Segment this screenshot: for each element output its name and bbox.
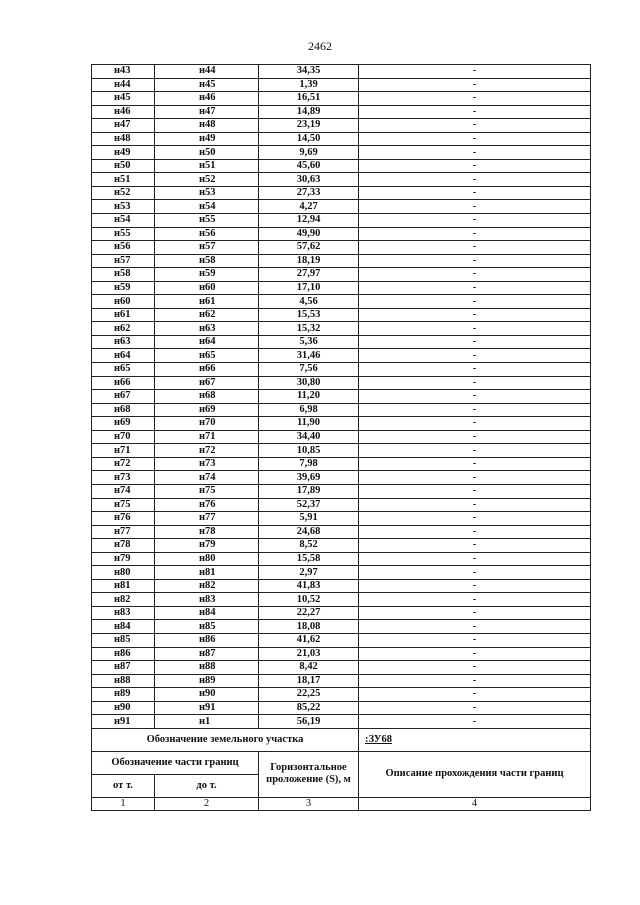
horizontal-length: 11,20 bbox=[259, 390, 359, 404]
point-from: н45 bbox=[92, 92, 155, 106]
horizontal-length: 27,33 bbox=[259, 186, 359, 200]
horizontal-length: 10,52 bbox=[259, 593, 359, 607]
point-to: н60 bbox=[155, 281, 259, 295]
horizontal-length: 7,98 bbox=[259, 457, 359, 471]
column-numbers-row bbox=[92, 797, 591, 810]
point-from: н91 bbox=[92, 715, 155, 729]
point-from: н44 bbox=[92, 78, 155, 92]
horizontal-length: 23,19 bbox=[259, 119, 359, 133]
horizontal-length: 18,19 bbox=[259, 254, 359, 268]
point-to: н58 bbox=[155, 254, 259, 268]
description-cell: - bbox=[359, 484, 591, 498]
point-to: н84 bbox=[155, 606, 259, 620]
point-from: н43 bbox=[92, 65, 155, 79]
point-to: н62 bbox=[155, 308, 259, 322]
horizontal-length: 57,62 bbox=[259, 241, 359, 255]
table-row bbox=[92, 444, 591, 458]
point-from: н77 bbox=[92, 525, 155, 539]
point-to: н90 bbox=[155, 688, 259, 702]
point-from: н52 bbox=[92, 186, 155, 200]
description-cell: - bbox=[359, 674, 591, 688]
column-number: 3 bbox=[259, 797, 359, 810]
table-row bbox=[92, 688, 591, 702]
horizontal-length: 22,25 bbox=[259, 688, 359, 702]
table-row bbox=[92, 376, 591, 390]
description-cell: - bbox=[359, 593, 591, 607]
table-row bbox=[92, 417, 591, 431]
point-from: н69 bbox=[92, 417, 155, 431]
point-to: н89 bbox=[155, 674, 259, 688]
point-from: н54 bbox=[92, 214, 155, 228]
description-cell: - bbox=[359, 633, 591, 647]
point-to: н76 bbox=[155, 498, 259, 512]
point-from: н86 bbox=[92, 647, 155, 661]
table-row bbox=[92, 498, 591, 512]
point-from: н70 bbox=[92, 430, 155, 444]
point-from: н61 bbox=[92, 308, 155, 322]
horizontal-length: 18,08 bbox=[259, 620, 359, 634]
description-cell: - bbox=[359, 65, 591, 79]
point-to: н44 bbox=[155, 65, 259, 79]
point-from: н60 bbox=[92, 295, 155, 309]
description-cell: - bbox=[359, 566, 591, 580]
point-from: н81 bbox=[92, 579, 155, 593]
horizontal-length: 18,17 bbox=[259, 674, 359, 688]
point-from: н56 bbox=[92, 241, 155, 255]
point-from: н62 bbox=[92, 322, 155, 336]
point-to: н75 bbox=[155, 484, 259, 498]
description-cell: - bbox=[359, 281, 591, 295]
description-cell: - bbox=[359, 349, 591, 363]
table-row bbox=[92, 715, 591, 729]
table-row bbox=[92, 539, 591, 553]
description-cell: - bbox=[359, 173, 591, 187]
description-cell: - bbox=[359, 688, 591, 702]
table-row bbox=[92, 268, 591, 282]
horizontal-length: 49,90 bbox=[259, 227, 359, 241]
point-from: н80 bbox=[92, 566, 155, 580]
horizontal-length: 11,90 bbox=[259, 417, 359, 431]
header-part-boundaries: Обозначение части границ bbox=[92, 751, 259, 774]
point-from: н68 bbox=[92, 403, 155, 417]
point-to: н69 bbox=[155, 403, 259, 417]
horizontal-length: 14,50 bbox=[259, 132, 359, 146]
table-row bbox=[92, 146, 591, 160]
table-row bbox=[92, 349, 591, 363]
point-to: н53 bbox=[155, 186, 259, 200]
point-to: н45 bbox=[155, 78, 259, 92]
table-row bbox=[92, 620, 591, 634]
column-number: 1 bbox=[92, 797, 155, 810]
description-cell: - bbox=[359, 227, 591, 241]
point-to: н68 bbox=[155, 390, 259, 404]
table-row bbox=[92, 525, 591, 539]
header-row-1 bbox=[92, 751, 591, 774]
point-from: н48 bbox=[92, 132, 155, 146]
table-row bbox=[92, 159, 591, 173]
point-to: н73 bbox=[155, 457, 259, 471]
point-from: н46 bbox=[92, 105, 155, 119]
description-cell: - bbox=[359, 498, 591, 512]
point-from: н73 bbox=[92, 471, 155, 485]
point-to: н55 bbox=[155, 214, 259, 228]
description-cell: - bbox=[359, 403, 591, 417]
horizontal-length: 27,97 bbox=[259, 268, 359, 282]
horizontal-length: 15,32 bbox=[259, 322, 359, 336]
horizontal-length: 14,89 bbox=[259, 105, 359, 119]
next-section-header bbox=[92, 728, 591, 810]
horizontal-length: 15,53 bbox=[259, 308, 359, 322]
description-cell: - bbox=[359, 78, 591, 92]
table-row bbox=[92, 254, 591, 268]
horizontal-length: 56,19 bbox=[259, 715, 359, 729]
point-to: н85 bbox=[155, 620, 259, 634]
table-row bbox=[92, 633, 591, 647]
description-cell: - bbox=[359, 457, 591, 471]
description-cell: - bbox=[359, 471, 591, 485]
horizontal-length: 41,62 bbox=[259, 633, 359, 647]
point-to: н49 bbox=[155, 132, 259, 146]
description-cell: - bbox=[359, 119, 591, 133]
table-row bbox=[92, 403, 591, 417]
horizontal-length: 45,60 bbox=[259, 159, 359, 173]
header-to: до т. bbox=[155, 774, 259, 797]
description-cell: - bbox=[359, 647, 591, 661]
point-from: н88 bbox=[92, 674, 155, 688]
point-to: н52 bbox=[155, 173, 259, 187]
header-horizontal: Горизонтальное проложение (S), м bbox=[259, 751, 359, 797]
description-cell: - bbox=[359, 390, 591, 404]
table-row bbox=[92, 471, 591, 485]
point-to: н80 bbox=[155, 552, 259, 566]
table-row bbox=[92, 227, 591, 241]
table-row bbox=[92, 457, 591, 471]
point-from: н74 bbox=[92, 484, 155, 498]
description-cell: - bbox=[359, 241, 591, 255]
point-to: н71 bbox=[155, 430, 259, 444]
horizontal-length: 2,97 bbox=[259, 566, 359, 580]
description-cell: - bbox=[359, 512, 591, 526]
horizontal-length: 10,85 bbox=[259, 444, 359, 458]
point-from: н72 bbox=[92, 457, 155, 471]
table-row bbox=[92, 214, 591, 228]
point-from: н71 bbox=[92, 444, 155, 458]
description-cell: - bbox=[359, 322, 591, 336]
point-from: н89 bbox=[92, 688, 155, 702]
horizontal-length: 8,42 bbox=[259, 661, 359, 675]
horizontal-length: 16,51 bbox=[259, 92, 359, 106]
description-cell: - bbox=[359, 376, 591, 390]
description-cell: - bbox=[359, 661, 591, 675]
table-row bbox=[92, 308, 591, 322]
point-to: н86 bbox=[155, 633, 259, 647]
horizontal-length: 8,52 bbox=[259, 539, 359, 553]
table-row bbox=[92, 552, 591, 566]
table-row bbox=[92, 390, 591, 404]
horizontal-length: 24,68 bbox=[259, 525, 359, 539]
horizontal-length: 5,91 bbox=[259, 512, 359, 526]
description-cell: - bbox=[359, 715, 591, 729]
point-to: н64 bbox=[155, 335, 259, 349]
description-cell: - bbox=[359, 159, 591, 173]
description-cell: - bbox=[359, 308, 591, 322]
horizontal-length: 41,83 bbox=[259, 579, 359, 593]
description-cell: - bbox=[359, 552, 591, 566]
point-from: н84 bbox=[92, 620, 155, 634]
point-from: н64 bbox=[92, 349, 155, 363]
point-to: н81 bbox=[155, 566, 259, 580]
parcel-row bbox=[92, 728, 591, 751]
description-cell: - bbox=[359, 268, 591, 282]
description-cell: - bbox=[359, 444, 591, 458]
table-row bbox=[92, 593, 591, 607]
table-row bbox=[92, 661, 591, 675]
point-to: н51 bbox=[155, 159, 259, 173]
point-from: н50 bbox=[92, 159, 155, 173]
boundary-table bbox=[91, 64, 591, 811]
boundary-rows bbox=[92, 65, 591, 729]
horizontal-length: 30,63 bbox=[259, 173, 359, 187]
table-row bbox=[92, 606, 591, 620]
description-cell: - bbox=[359, 105, 591, 119]
table-row bbox=[92, 132, 591, 146]
horizontal-length: 1,39 bbox=[259, 78, 359, 92]
point-from: н67 bbox=[92, 390, 155, 404]
header-from: от т. bbox=[92, 774, 155, 797]
horizontal-length: 34,40 bbox=[259, 430, 359, 444]
point-from: н76 bbox=[92, 512, 155, 526]
point-to: н47 bbox=[155, 105, 259, 119]
description-cell: - bbox=[359, 525, 591, 539]
point-from: н53 bbox=[92, 200, 155, 214]
description-cell: - bbox=[359, 579, 591, 593]
description-cell: - bbox=[359, 335, 591, 349]
point-from: н58 bbox=[92, 268, 155, 282]
horizontal-length: 17,10 bbox=[259, 281, 359, 295]
point-from: н51 bbox=[92, 173, 155, 187]
horizontal-length: 5,36 bbox=[259, 335, 359, 349]
point-to: н74 bbox=[155, 471, 259, 485]
description-cell: - bbox=[359, 214, 591, 228]
table-row bbox=[92, 281, 591, 295]
header-description: Описание прохождения части границ bbox=[359, 751, 591, 797]
description-cell: - bbox=[359, 186, 591, 200]
point-to: н79 bbox=[155, 539, 259, 553]
table-row bbox=[92, 647, 591, 661]
horizontal-length: 15,58 bbox=[259, 552, 359, 566]
table-row bbox=[92, 701, 591, 715]
horizontal-length: 4,27 bbox=[259, 200, 359, 214]
point-from: н79 bbox=[92, 552, 155, 566]
point-from: н83 bbox=[92, 606, 155, 620]
point-from: н66 bbox=[92, 376, 155, 390]
description-cell: - bbox=[359, 701, 591, 715]
horizontal-length: 6,98 bbox=[259, 403, 359, 417]
table-row bbox=[92, 674, 591, 688]
table-row bbox=[92, 484, 591, 498]
horizontal-length: 17,89 bbox=[259, 484, 359, 498]
description-cell: - bbox=[359, 539, 591, 553]
table-row bbox=[92, 173, 591, 187]
table-row bbox=[92, 92, 591, 106]
point-to: н87 bbox=[155, 647, 259, 661]
horizontal-length: 52,37 bbox=[259, 498, 359, 512]
point-to: н67 bbox=[155, 376, 259, 390]
table-row bbox=[92, 335, 591, 349]
description-cell: - bbox=[359, 132, 591, 146]
horizontal-length: 39,69 bbox=[259, 471, 359, 485]
table-row bbox=[92, 579, 591, 593]
point-to: н50 bbox=[155, 146, 259, 160]
horizontal-length: 7,56 bbox=[259, 363, 359, 377]
point-to: н56 bbox=[155, 227, 259, 241]
point-to: н59 bbox=[155, 268, 259, 282]
point-from: н59 bbox=[92, 281, 155, 295]
page-number: 2462 bbox=[308, 39, 332, 53]
table-row bbox=[92, 65, 591, 79]
horizontal-length: 31,46 bbox=[259, 349, 359, 363]
point-from: н87 bbox=[92, 661, 155, 675]
point-from: н90 bbox=[92, 701, 155, 715]
point-from: н47 bbox=[92, 119, 155, 133]
point-to: н70 bbox=[155, 417, 259, 431]
description-cell: - bbox=[359, 620, 591, 634]
horizontal-length: 22,27 bbox=[259, 606, 359, 620]
column-number: 4 bbox=[359, 797, 591, 810]
description-cell: - bbox=[359, 295, 591, 309]
column-number: 2 bbox=[155, 797, 259, 810]
point-to: н57 bbox=[155, 241, 259, 255]
point-from: н78 bbox=[92, 539, 155, 553]
description-cell: - bbox=[359, 363, 591, 377]
point-from: н63 bbox=[92, 335, 155, 349]
point-to: н83 bbox=[155, 593, 259, 607]
point-from: н85 bbox=[92, 633, 155, 647]
table-row bbox=[92, 322, 591, 336]
point-from: н65 bbox=[92, 363, 155, 377]
point-from: н57 bbox=[92, 254, 155, 268]
horizontal-length: 21,03 bbox=[259, 647, 359, 661]
point-to: н48 bbox=[155, 119, 259, 133]
table-row bbox=[92, 119, 591, 133]
point-to: н65 bbox=[155, 349, 259, 363]
horizontal-length: 85,22 bbox=[259, 701, 359, 715]
table-row bbox=[92, 566, 591, 580]
point-to: н88 bbox=[155, 661, 259, 675]
parcel-label: Обозначение земельного участка bbox=[92, 728, 359, 751]
point-from: н75 bbox=[92, 498, 155, 512]
table-row bbox=[92, 241, 591, 255]
point-to: н61 bbox=[155, 295, 259, 309]
horizontal-length: 12,94 bbox=[259, 214, 359, 228]
description-cell: - bbox=[359, 200, 591, 214]
horizontal-length: 4,56 bbox=[259, 295, 359, 309]
table-row bbox=[92, 200, 591, 214]
table-row bbox=[92, 512, 591, 526]
point-to: н46 bbox=[155, 92, 259, 106]
point-from: н82 bbox=[92, 593, 155, 607]
point-to: н54 bbox=[155, 200, 259, 214]
point-to: н82 bbox=[155, 579, 259, 593]
description-cell: - bbox=[359, 417, 591, 431]
horizontal-length: 34,35 bbox=[259, 65, 359, 79]
table-row bbox=[92, 105, 591, 119]
table-row bbox=[92, 295, 591, 309]
parcel-value: :ЗУ68 bbox=[359, 728, 591, 751]
table-row bbox=[92, 186, 591, 200]
point-from: н55 bbox=[92, 227, 155, 241]
table-row bbox=[92, 78, 591, 92]
description-cell: - bbox=[359, 254, 591, 268]
description-cell: - bbox=[359, 146, 591, 160]
point-to: н91 bbox=[155, 701, 259, 715]
point-to: н77 bbox=[155, 512, 259, 526]
point-to: н78 bbox=[155, 525, 259, 539]
point-to: н1 bbox=[155, 715, 259, 729]
point-to: н72 bbox=[155, 444, 259, 458]
table-row bbox=[92, 430, 591, 444]
horizontal-length: 30,80 bbox=[259, 376, 359, 390]
description-cell: - bbox=[359, 430, 591, 444]
point-to: н63 bbox=[155, 322, 259, 336]
horizontal-length: 9,69 bbox=[259, 146, 359, 160]
table-row bbox=[92, 363, 591, 377]
point-from: н49 bbox=[92, 146, 155, 160]
description-cell: - bbox=[359, 92, 591, 106]
point-to: н66 bbox=[155, 363, 259, 377]
description-cell: - bbox=[359, 606, 591, 620]
